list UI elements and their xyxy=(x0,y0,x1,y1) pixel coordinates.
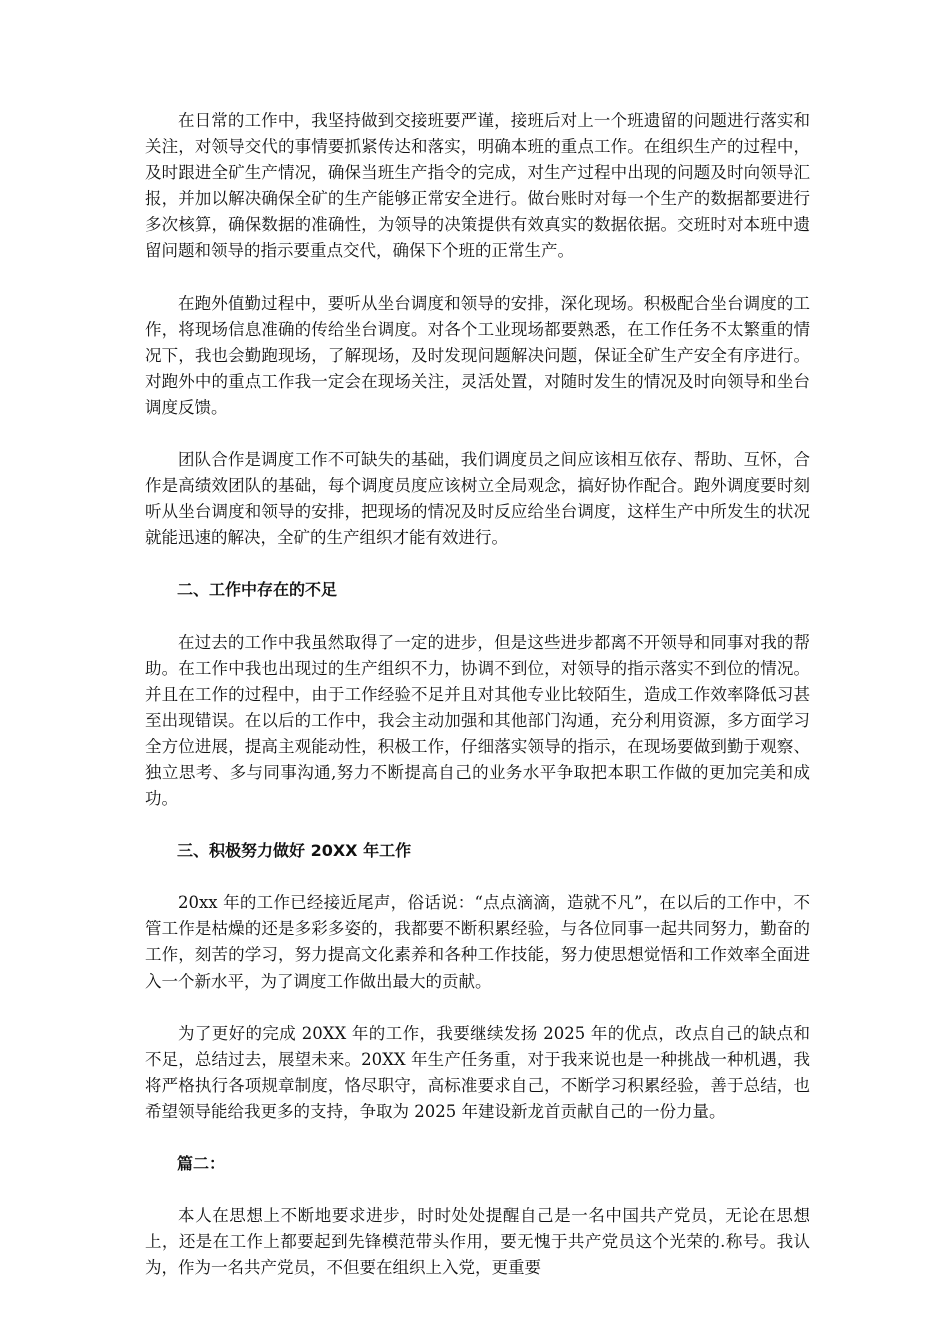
section-heading-part-two: 篇二： xyxy=(177,1154,226,1173)
paragraph-field-duty: 在跑外值勤过程中，要听从坐台调度和领导的安排，深化现场。积极配合坐台调度的工作，将现场信息准确的传给坐台调度。对各个工业现场都要熟悉，在工作任务不太繁重的情况下，我也会勤跑现场，了解现场，及时发现问题解决问题，保证全矿生产安全有序进行。对跑外中的重点工作我一定会在现场关注，灵活处置，对随时发生的情况及时向领导和坐台调度反馈。 xyxy=(145,293,810,417)
paragraph-part-two-intro: 本人在思想上不断地要求进步，时时处处提醒自己是一名中国共产党员，无论在思想上，还是在工作上都要起到先锋模范带头作用，要无愧于共产党员这个光荣的.称号。我认为，作为一名共产党员，不但要在组织上入党，更重要 xyxy=(145,1206,810,1278)
section-heading-shortcomings: 二、工作中存在的不足 xyxy=(177,580,338,600)
paragraph-plans: 为了更好的完成 20XX 年的工作，我要继续发扬 2025 年的优点，改点自己的缺点和不足，总结过去，展望未来。20XX 年生产任务重，对于我来说也是一种挑战一种机遇，我将严格执行各项规章制度，恪尽职守，高标准要求自己，不断学习积累经验，善于总结，也希望领导能给我更多的支持，争取为 2025 年建设新龙首贡献自己的一份力量。 xyxy=(145,1023,810,1121)
section-heading-next-year: 三、积极努力做好 20XX 年工作 xyxy=(177,841,412,861)
paragraph-teamwork: 团队合作是调度工作不可缺失的基础，我们调度员之间应该相互依存、帮助、互怀，合作是高绩效团队的基础，每个调度员度应该树立全局观念，搞好协作配合。跑外调度要时刻听从坐台调度和领导的安排，把现场的情况及时反应给坐台调度，这样生产中所发生的状况就能迅速的解决，全矿的生产组织才能有效进行。 xyxy=(145,450,810,548)
paragraph-shortcomings: 在过去的工作中我虽然取得了一定的进步，但是这些进步都离不开领导和同事对我的帮助。在工作中我也出现过的生产组织不力，协调不到位，对领导的指示落实不到位的情况。并且在工作的过程中，由于工作经验不足并且对其他专业比较陌生，造成工作效率降低习甚至出现错误。在以后的工作中，我会主动加强和其他部门沟通，充分利用资源，多方面学习全方位进展，提高主观能动性，积极工作，仔细落实领导的指示，在现场要做到勤于观察、独立思考、多与同事沟通,努力不断提高自己的业务水平争取把本职工作做的更加完美和成功。 xyxy=(145,632,810,809)
paragraph-shift-handover: 在日常的工作中，我坚持做到交接班要严谨，接班后对上一个班遗留的问题进行落实和关注，对领导交代的事情要抓紧传达和落实，明确本班的重点工作。在组织生产的过程中，及时跟进全矿生产情况，确保当班生产指令的完成，对生产过程中出现的问题及时向领导汇报，并加以解决确保全矿的生产能够正常安全进行。做台账时对每一个生产的数据都要进行多次核算，确保数据的准确性，为领导的决策提供有效真实的数据依据。交班时对本班中遗留问题和领导的指示要重点交代，确保下个班的正常生产。 xyxy=(145,111,810,261)
document-page xyxy=(145,108,810,1307)
paragraph-year-end: 20xx 年的工作已经接近尾声，俗话说：“点点滴滴，造就不凡”，在以后的工作中，不管工作是枯燥的还是多彩多姿的，我都要不断积累经验，与各位同事一起共同努力，勤奋的工作，刻苦的学习，努力提高文化素养和各种工作技能，努力使思想觉悟和工作效率全面进入一个新水平，为了调度工作做出最大的贡献。 xyxy=(145,893,810,991)
